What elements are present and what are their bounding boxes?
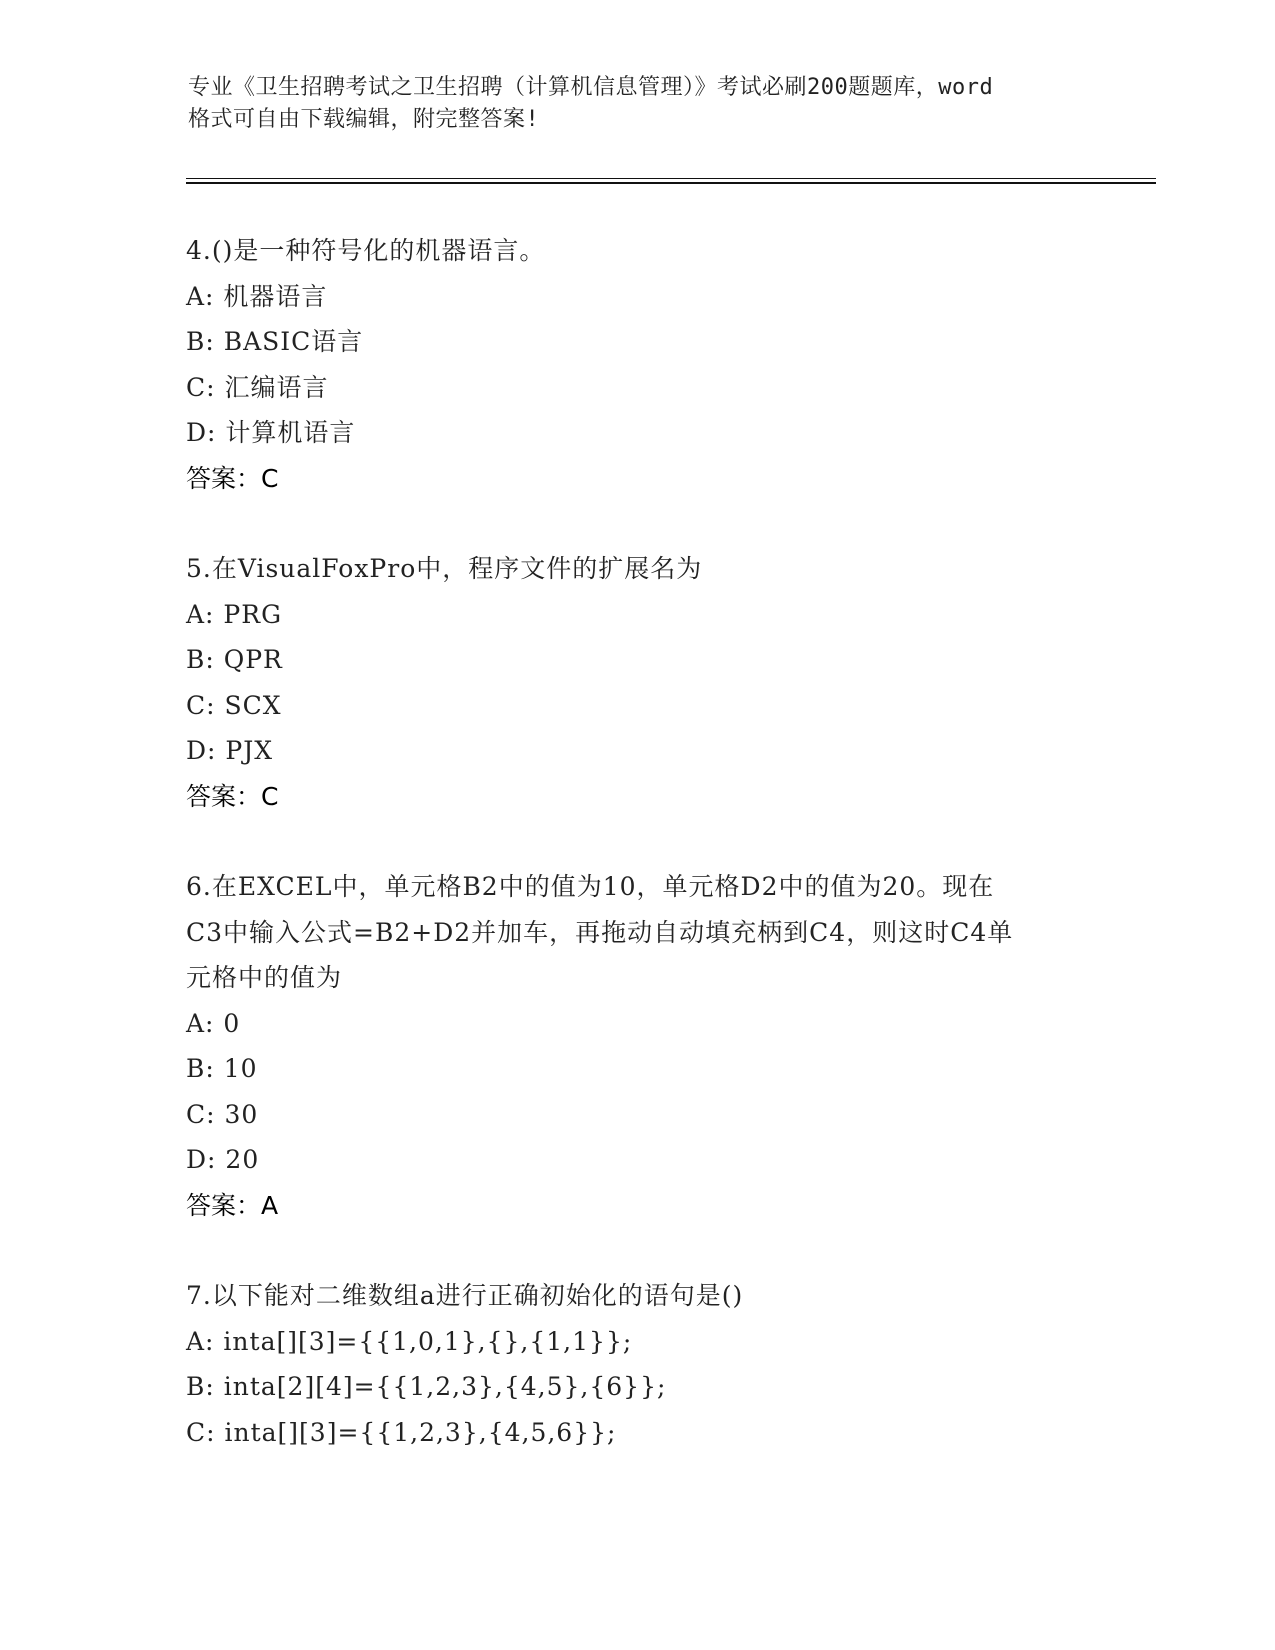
answer-text: 答案：A bbox=[186, 1190, 279, 1220]
answer-text: 答案：C bbox=[186, 463, 279, 493]
option-d: D: 20 bbox=[186, 1145, 260, 1174]
question-stem-line-3: 元格中的值为 bbox=[186, 963, 343, 992]
option-b: B: QPR bbox=[186, 645, 283, 674]
option-b: B: 10 bbox=[186, 1054, 258, 1083]
option-b: B: inta[2][4]={{1,2,3},{4,5},{6}}; bbox=[186, 1372, 667, 1401]
question-4 bbox=[186, 228, 1086, 501]
header-line-2: 格式可自由下载编辑，附完整答案! bbox=[188, 107, 540, 132]
header-divider-thin bbox=[186, 178, 1156, 179]
option-a: A: PRG bbox=[186, 599, 283, 629]
question-stem: 7.以下能对二维数组a进行正确初始化的语句是() bbox=[186, 1281, 744, 1310]
option-a: A: inta[][3]={{1,0,1},{},{1,1}}; bbox=[186, 1326, 633, 1356]
header-divider-thick bbox=[186, 182, 1156, 184]
option-d: D: PJX bbox=[186, 736, 274, 765]
option-c: C: 汇编语言 bbox=[186, 372, 329, 402]
option-b: B: BASIC语言 bbox=[186, 327, 364, 356]
option-a: A: 机器语言 bbox=[186, 281, 328, 311]
question-stem: 4.()是一种符号化的机器语言。 bbox=[186, 236, 546, 265]
question-stem: 5.在VisualFoxPro中，程序文件的扩展名为 bbox=[186, 554, 703, 583]
option-a: A: 0 bbox=[186, 1008, 241, 1038]
question-6 bbox=[186, 864, 1086, 1228]
option-c: C: 30 bbox=[186, 1099, 259, 1129]
header-line-1: 专业《卫生招聘考试之卫生招聘（计算机信息管理）》考试必刷200题题库，word bbox=[188, 75, 994, 100]
document-header bbox=[188, 72, 1088, 136]
option-d: D: 计算机语言 bbox=[186, 418, 356, 447]
answer-text: 答案：C bbox=[186, 781, 279, 811]
question-stem-line-2: C3中输入公式=B2+D2并加车，再拖动自动填充柄到C4，则这时C4单 bbox=[186, 917, 1014, 947]
question-stem-line-1: 6.在EXCEL中，单元格B2中的值为10，单元格D2中的值为20。现在 bbox=[186, 872, 995, 901]
option-c: C: inta[][3]={{1,2,3},{4,5,6}}; bbox=[186, 1417, 617, 1447]
question-7 bbox=[186, 1273, 1086, 1455]
option-c: C: SCX bbox=[186, 690, 282, 720]
question-5 bbox=[186, 546, 1086, 819]
